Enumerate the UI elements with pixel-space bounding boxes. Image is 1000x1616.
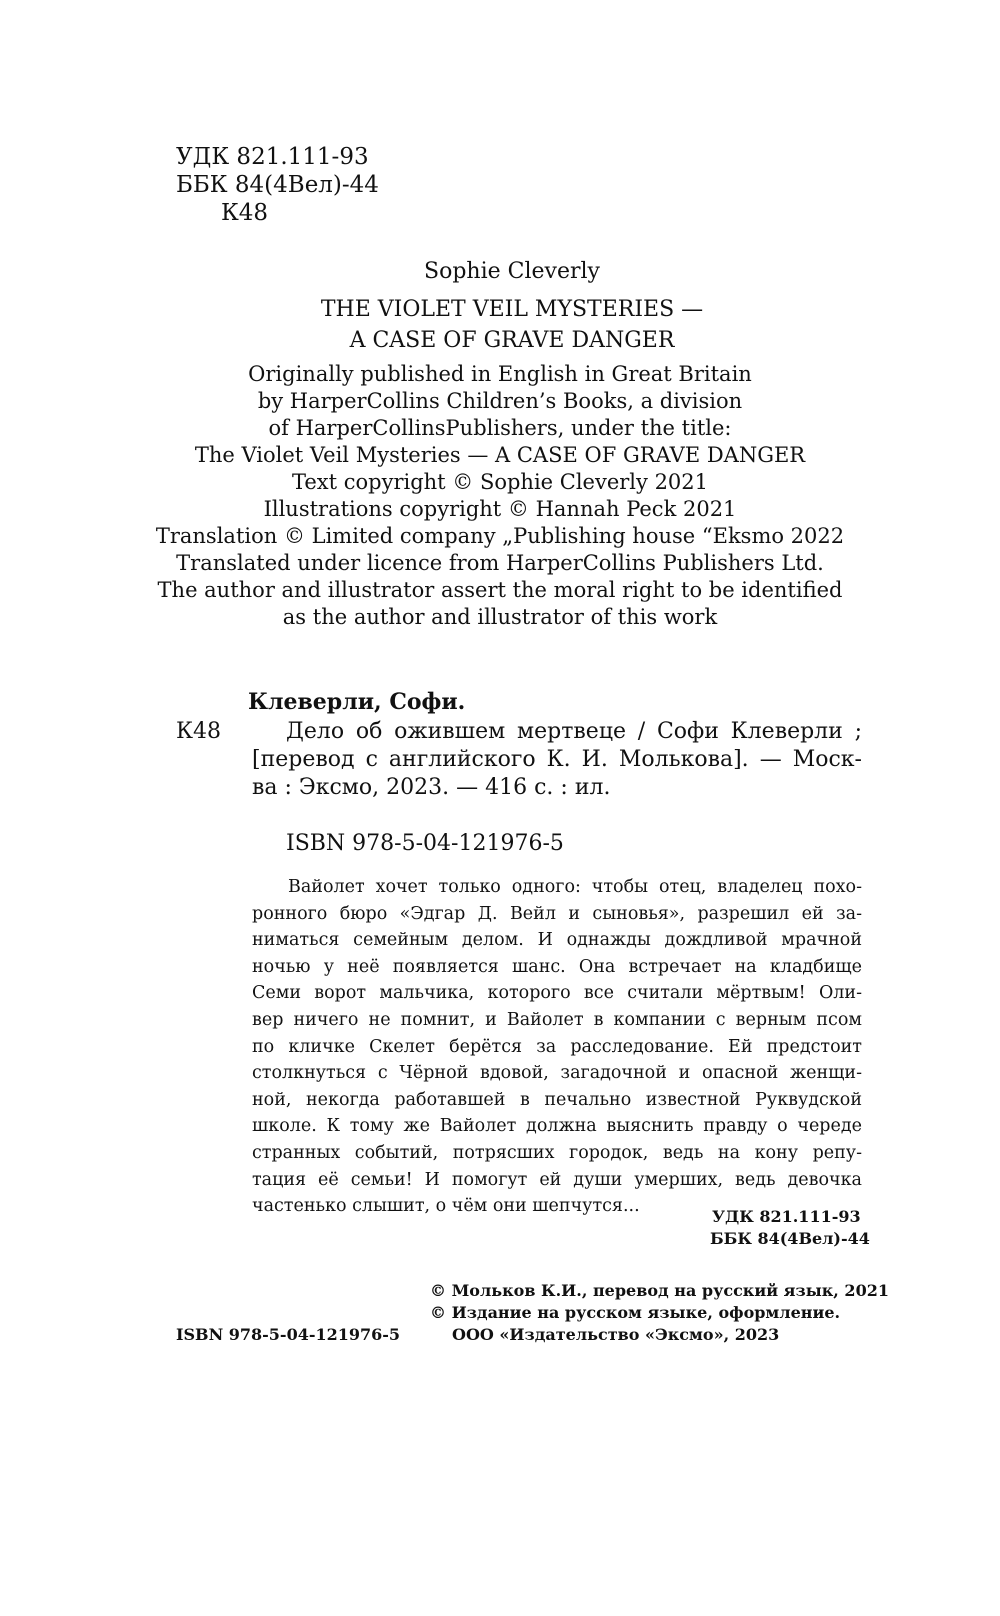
- original-author: Sophie Cleverly: [424, 259, 600, 284]
- bibliography-isbn: ISBN 978-5-04-121976-5: [286, 831, 564, 856]
- annotation-line: ночью у неё появляется шанс. Она встречает на кладбище: [252, 956, 862, 977]
- footer-copyright: [430, 1280, 889, 1346]
- copyright-line: Translation © Limited company „Publishing house “Eksmo 2022: [155, 524, 845, 548]
- bbk-code-bottom: ББК 84(4Вел)-44: [710, 1229, 870, 1248]
- annotation-line: столкнуться с Чёрной вдовой, загадочной и опасной женщи-: [252, 1063, 862, 1084]
- annotation-line: ронного бюро «Эдгар Д. Вейл и сыновья», разрешил ей за-: [252, 903, 862, 924]
- annotation-line: вер ничего не помнит, и Вайолет в компании с верным псом: [252, 1009, 862, 1030]
- udk-code-bottom: УДК 821.111-93: [712, 1207, 861, 1226]
- annotation-line: ниматься семейным делом. И однажды дождливой мрачной: [252, 930, 862, 951]
- copyright-line: The Violet Veil Mysteries — A CASE OF GRAVE DANGER: [194, 443, 806, 467]
- original-title-line: THE VIOLET VEIL MYSTERIES —: [320, 297, 704, 322]
- description-line: [перевод с английского К. И. Молькова]. — Моск-: [252, 747, 862, 772]
- original-title: [0, 294, 1000, 356]
- copyright-line: Illustrations copyright © Hannah Peck 2021: [263, 497, 737, 521]
- udk-code: УДК 821.111-93: [176, 144, 369, 170]
- annotation-line: странных событий, потрясших городок, ведь на кону репу-: [252, 1142, 862, 1163]
- bibliography-heading: Клеверли, Софи.: [248, 689, 466, 715]
- annotation-line: Вайолет хочет только одного: чтобы отец, владелец похо-: [288, 877, 862, 897]
- classification-codes-bottom: [710, 1206, 870, 1250]
- footer-copyright-line: © Издание на русском языке, оформление.: [430, 1303, 841, 1322]
- footer-copyright-line: ООО «Издательство «Эксмо», 2023: [452, 1325, 780, 1344]
- description-line: Дело об ожившем мертвеце / Софи Клеверли ;: [286, 719, 862, 744]
- original-edition-info: [0, 257, 1000, 631]
- copyright-line: as the author and illustrator of this work: [282, 605, 718, 629]
- annotation-line: частенько слышит, о чём они шепчутся...: [252, 1196, 640, 1217]
- annotation-line: ной, некогда работавшей в печально известной Руквудской: [252, 1089, 862, 1110]
- bibliography-description: [252, 718, 862, 802]
- copyright-block: [0, 361, 1000, 631]
- classification-codes-top: [176, 143, 379, 227]
- copyright-line: Text copyright © Sophie Cleverly 2021: [291, 470, 709, 494]
- annotation-line: Семи ворот мальчика, которого все считали мёртвым! Оли-: [252, 983, 862, 1004]
- copyright-line: Originally published in English in Great Britain: [248, 362, 752, 386]
- annotation-line: школе. К тому же Вайолет должна выяснить правду о череде: [252, 1116, 862, 1137]
- copyright-line: by HarperCollins Children’s Books, a division: [257, 389, 743, 413]
- description-line: ва : Эксмо, 2023. — 416 с. : ил.: [252, 775, 611, 800]
- copyright-line: Translated under licence from HarperCollins Publishers Ltd.: [176, 551, 824, 575]
- annotation-line: по кличке Скелет берётся за расследование. Ей предстоит: [252, 1036, 862, 1057]
- original-title-line: A CASE OF GRAVE DANGER: [349, 328, 675, 353]
- annotation-line: тация её семьи! И помогут ей души умерших, ведь девочка: [252, 1169, 862, 1190]
- copyright-line: The author and illustrator assert the moral right to be identified: [157, 578, 843, 602]
- bibliography-mark: К48: [176, 719, 222, 744]
- author-mark: К48: [221, 200, 269, 226]
- copyright-line: of HarperCollinsPublishers, under the title:: [268, 416, 732, 440]
- footer-isbn: ISBN 978-5-04-121976-5: [176, 1325, 401, 1344]
- footer-copyright-line: © Мольков К.И., перевод на русский язык, 2021: [430, 1281, 889, 1300]
- bbk-code: ББК 84(4Вел)-44: [176, 172, 379, 198]
- annotation: [252, 874, 862, 1220]
